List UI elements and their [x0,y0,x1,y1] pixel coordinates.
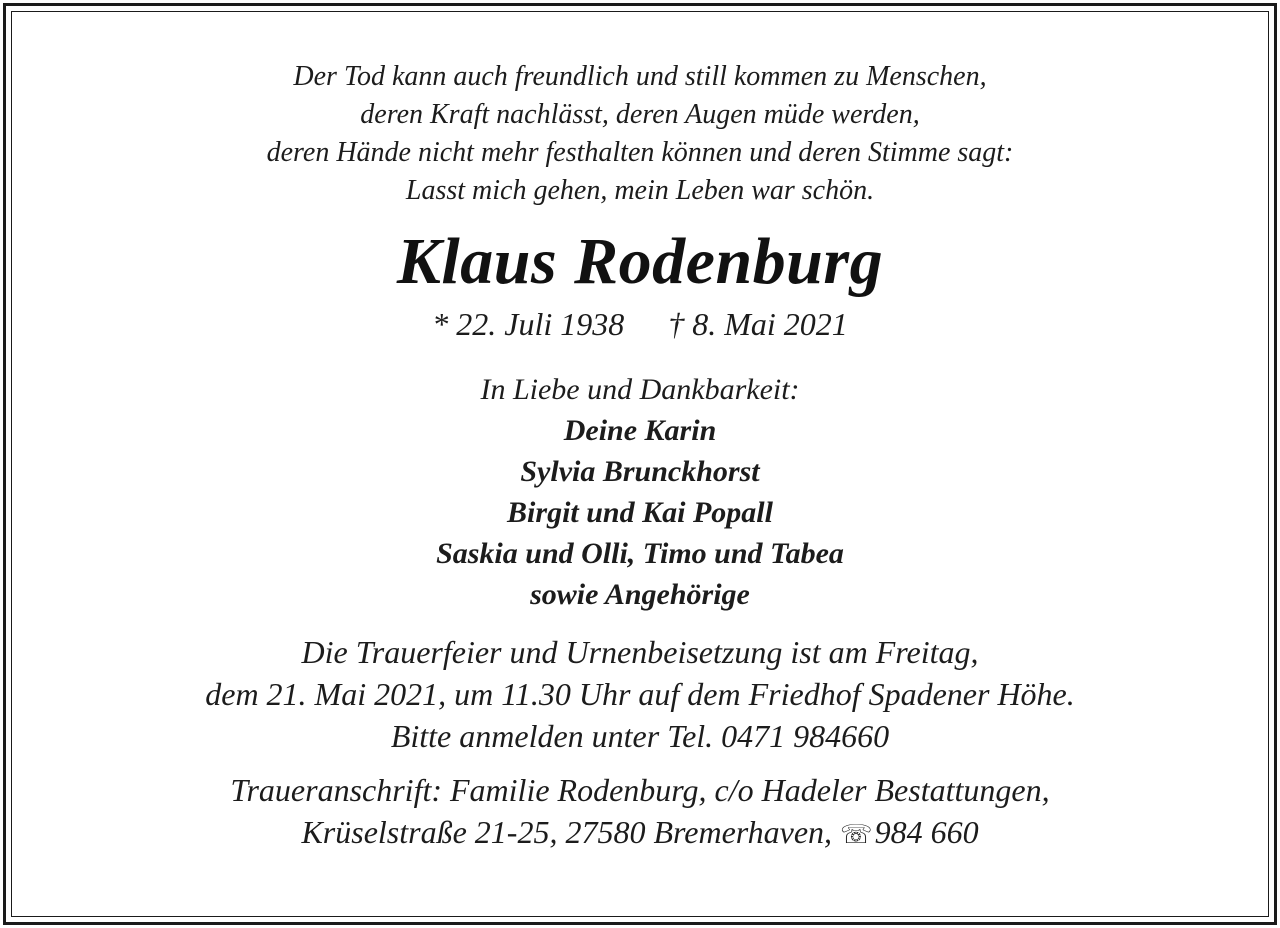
death-date: † 8. Mai 2021 [668,306,848,342]
mourner-name: Sylvia Brunckhorst [520,455,760,488]
deceased-name: Klaus Rodenburg [396,225,884,298]
thanks-line: In Liebe und Dankbarkeit: [480,373,800,406]
mourner-name: Saskia und Olli, Timo und Tabea [436,537,844,570]
telephone-icon: ☏ [840,820,873,850]
address-line: Traueranschrift: Familie Rodenburg, c/o Hadeler Bestattungen, [230,772,1050,808]
service-line: Bitte anmelden unter Tel. 0471 984660 [390,718,890,754]
mourner-name: Birgit und Kai Popall [507,496,773,529]
street-address: Krüselstraße 21-25, 27580 Bremerhaven, [301,814,833,850]
poem-line: deren Hände nicht mehr festhalten können und deren Stimme sagt: [266,137,1014,168]
service-line: Die Trauerfeier und Urnenbeisetzung ist am Freitag, [301,634,979,670]
poem-line: Der Tod kann auch freundlich und still kommen zu Menschen, [293,61,987,92]
mourner-name: Deine Karin [563,414,717,447]
notice-content [6,58,1274,853]
life-dates [6,304,1274,344]
obituary-notice [3,3,1277,925]
mourners-list [6,410,1274,615]
poem-line: Lasst mich gehen, mein Leben war schön. [405,175,875,206]
mourning-address [6,769,1274,853]
birth-date: * 22. Juli 1938 [432,306,625,342]
service-info [6,631,1274,757]
address-line [6,811,1274,853]
poem [6,58,1274,210]
poem-line: deren Kraft nachlässt, deren Augen müde werden, [360,99,920,130]
phone-number: 984 660 [874,814,979,850]
mourner-name: sowie Angehörige [530,578,750,611]
service-line: dem 21. Mai 2021, um 11.30 Uhr auf dem Friedhof Spadener Höhe. [205,676,1075,712]
